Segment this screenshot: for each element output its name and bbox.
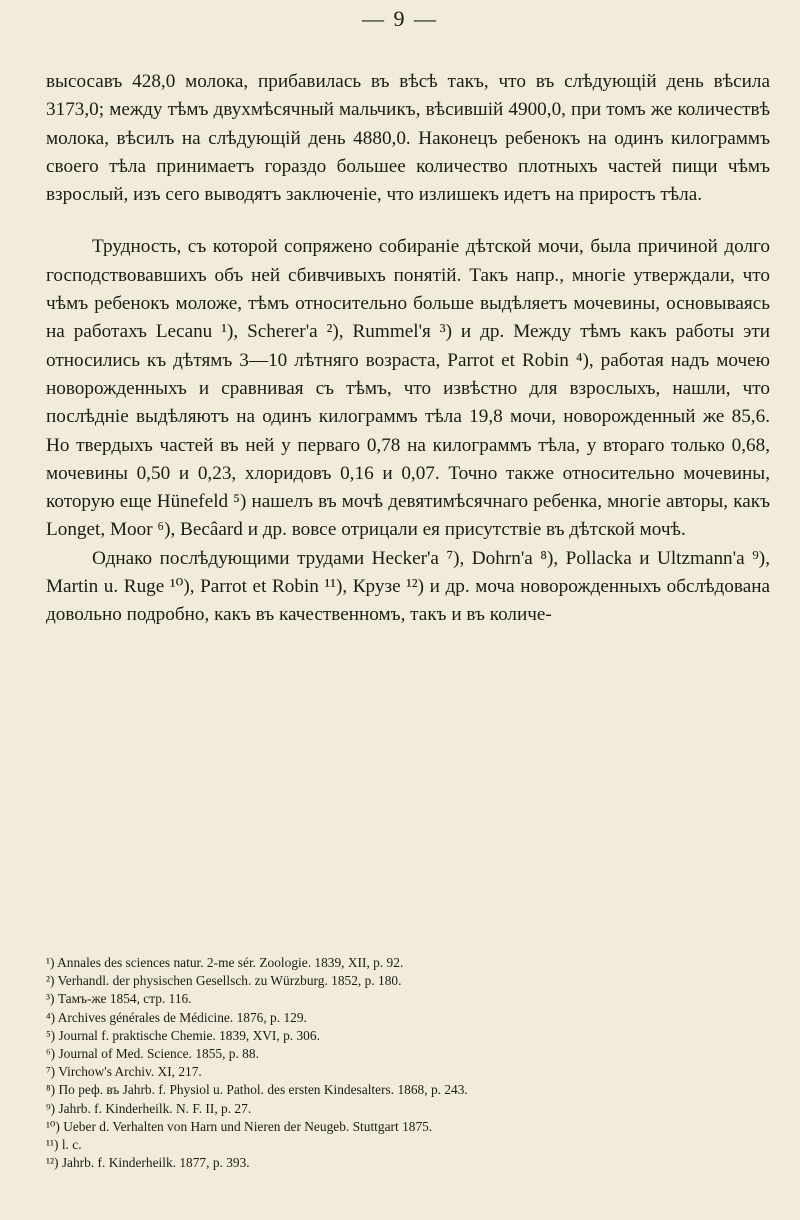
footnote-1: ¹) Annales des sciences natur. 2-me sér. Zoologie. 1839, XII, p. 92. <box>46 955 404 970</box>
footnote-3: ³) Тамъ-же 1854, стр. 116. <box>46 991 192 1007</box>
paragraph-1: высосавъ 428,0 молока, прибавилась въ вѣсѣ такъ, что въ слѣдующій день вѣсила 3173,0; между тѣмъ двухмѣсячный мальчикъ, вѣсившій 4900,0, при томъ же количествѣ молока, вѣсилъ на слѣдующій день 4880,0. Наконецъ ребенокъ на одинъ килограммъ своего тѣла принимаетъ гораздо большее количество плотныхъ частей пищи чѣмъ взрослый, изъ сего выводятъ заключеніе, что излишекъ идетъ на приростъ тѣла. <box>46 71 770 206</box>
paragraph-3: Однако послѣдующими трудами Hecker'a ⁷), Dohrn'a ⁸), Pollacka и Ultzmann'a ⁹), Martin u. Ruge ¹⁰), Parrot et Robin ¹¹), Крузе ¹²) и др. моча новорожденныхъ обслѣдована довольно подробно, какъ въ качественномъ, такъ и въ количе- <box>46 547 770 626</box>
footnote-8: ⁸) По реф. въ Jahrb. f. Physiol u. Pathol. des ersten Kindesalters. 1868, p. 243. <box>46 1082 468 1098</box>
footnote-9: ⁹) Jahrb. f. Kinderheilk. N. F. II, p. 27. <box>46 1100 252 1116</box>
footnotes <box>46 954 776 1172</box>
footnote-5: ⁵) Journal f. praktische Chemie. 1839, XVI, p. 306. <box>46 1027 320 1043</box>
page-number: — 9 — <box>362 6 438 31</box>
footnote-6: ⁶) Journal of Med. Science. 1855, p. 88. <box>46 1046 259 1062</box>
footnote-4: ⁴) Archives générales de Médicine. 1876, p. 129. <box>46 1009 307 1025</box>
paragraph-2: Трудность, съ которой сопряжено собираніе дѣтской мочи, была причиной долго господствовавшихъ объ ней сбивчивыхъ понятій. Такъ напр., многіе утверждали, что чѣмъ ребенокъ моложе, тѣмъ относительно больше выдѣляетъ мочевины, основываясь на работахъ Lecanu ¹), Scherer'a ²), Rummel'я ³) и др. Между тѣмъ какъ работы эти относились къ дѣтямъ 3—10 лѣтняго возраста, Parrot et Robin ⁴), работая надъ мочею новорожденныхъ и сравнивая съ тѣмъ, что извѣстно для взрослыхъ, нашли, что послѣдніе выдѣляютъ на одинъ килограммъ тѣла 19,8 мочи, новорожденный же 85,6. Но твердыхъ частей въ ней у перваго 0,78 на килограммъ тѣла, у втораго только 0,68, мочевины 0,50 и 0,23, хлоридовъ 0,16 и 0,07. Точно также относительно мочевины, которую еще Hünefeld ⁵) нашелъ въ мочѣ девятимѣсячнаго ребенка, многіе авторы, какъ Longet, Moor ⁶), Becâard и др. вовсе отрицали ея присутствіе въ дѣтской мочѣ. <box>46 236 770 541</box>
footnote-12: ¹²) Jahrb. f. Kinderheilk. 1877, p. 393. <box>46 1155 250 1171</box>
footnote-7: ⁷) Virchow's Archiv. XI, 217. <box>46 1064 202 1080</box>
body-text <box>46 68 770 630</box>
footnote-11: ¹¹) l. c. <box>46 1137 82 1153</box>
footnote-2: ²) Verhandl. der physischen Gesellsch. zu Würzburg. 1852, p. 180. <box>46 973 402 989</box>
footnote-10: ¹⁰) Ueber d. Verhalten von Harn und Nieren der Neugeb. Stuttgart 1875. <box>46 1118 433 1134</box>
